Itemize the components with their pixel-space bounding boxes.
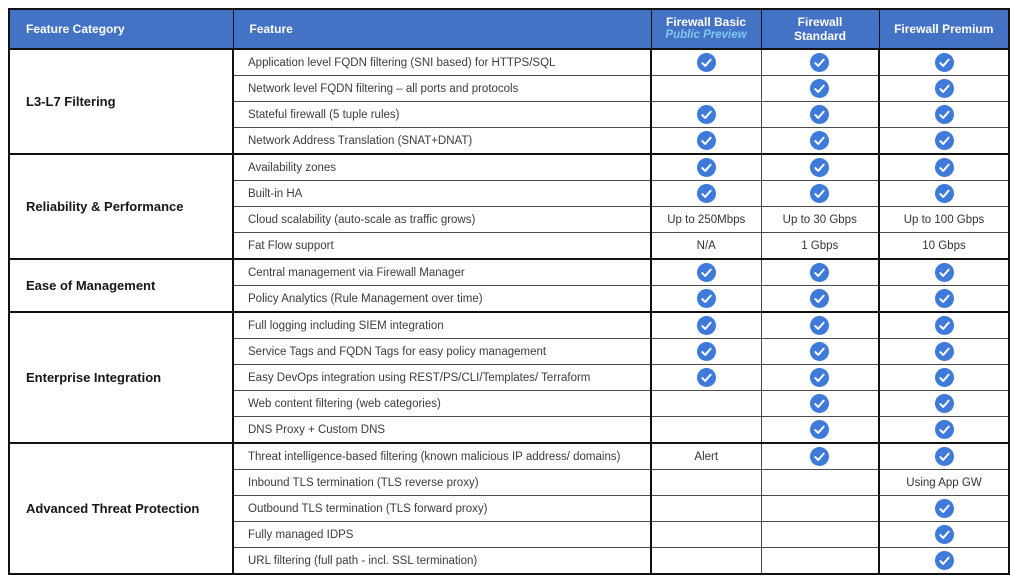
- feature-cell: Network level FQDN filtering – all ports and protocols: [233, 76, 651, 102]
- check-circle-icon: [935, 368, 954, 387]
- category-cell: Ease of Management: [9, 259, 233, 312]
- check-circle-icon: [935, 289, 954, 308]
- check-circle-icon: [935, 342, 954, 361]
- value-cell-standard: [761, 417, 879, 444]
- category-cell: Advanced Threat Protection: [9, 443, 233, 574]
- table-row: [9, 49, 1009, 76]
- value-text: Up to 100 Gbps: [903, 213, 985, 226]
- value-cell-basic: [651, 443, 761, 470]
- value-cell-premium: [879, 391, 1009, 417]
- value-cell-premium: [879, 496, 1009, 522]
- firewall-feature-comparison-table: [8, 8, 1010, 575]
- value-cell-standard: [761, 49, 879, 76]
- feature-cell: Outbound TLS termination (TLS forward proxy): [233, 496, 651, 522]
- feature-cell: Stateful firewall (5 tuple rules): [233, 102, 651, 128]
- value-cell-standard: [761, 259, 879, 286]
- table-body: [9, 49, 1009, 574]
- value-text: Alert: [694, 450, 719, 463]
- value-cell-standard: [761, 496, 879, 522]
- check-circle-icon: [935, 53, 954, 72]
- check-circle-icon: [935, 551, 954, 570]
- check-circle-icon: [697, 131, 716, 150]
- value-cell-basic: [651, 49, 761, 76]
- value-cell-basic: [651, 391, 761, 417]
- category-cell: Reliability & Performance: [9, 154, 233, 259]
- column-header-label: Firewall Basic: [665, 14, 747, 29]
- value-cell-premium: [879, 286, 1009, 313]
- table-header: [9, 9, 1009, 49]
- feature-cell: URL filtering (full path - incl. SSL termination): [233, 548, 651, 575]
- value-cell-premium: [879, 259, 1009, 286]
- feature-cell: Full logging including SIEM integration: [233, 312, 651, 339]
- check-circle-icon: [810, 184, 829, 203]
- feature-cell: Fully managed IDPS: [233, 522, 651, 548]
- table-row: [9, 312, 1009, 339]
- value-cell-basic: [651, 339, 761, 365]
- check-circle-icon: [935, 105, 954, 124]
- value-cell-standard: [761, 312, 879, 339]
- check-circle-icon: [697, 105, 716, 124]
- check-circle-icon: [810, 447, 829, 466]
- value-cell-premium: [879, 233, 1009, 260]
- check-circle-icon: [935, 131, 954, 150]
- check-circle-icon: [935, 447, 954, 466]
- value-cell-standard: [761, 365, 879, 391]
- feature-cell: Availability zones: [233, 154, 651, 181]
- value-cell-basic: [651, 417, 761, 444]
- check-circle-icon: [935, 316, 954, 335]
- column-header-category: [9, 9, 233, 49]
- check-circle-icon: [697, 368, 716, 387]
- value-cell-premium: [879, 128, 1009, 155]
- check-circle-icon: [697, 53, 716, 72]
- column-header-label: Feature: [249, 21, 293, 36]
- value-cell-premium: [879, 470, 1009, 496]
- value-cell-basic: [651, 102, 761, 128]
- feature-cell: Cloud scalability (auto-scale as traffic grows): [233, 207, 651, 233]
- value-cell-premium: [879, 154, 1009, 181]
- value-cell-basic: [651, 76, 761, 102]
- value-text: Using App GW: [906, 476, 982, 489]
- value-cell-premium: [879, 443, 1009, 470]
- comparison-table-page: [8, 8, 1010, 575]
- value-cell-basic: [651, 312, 761, 339]
- check-circle-icon: [810, 79, 829, 98]
- feature-cell: Threat intelligence-based filtering (known malicious IP address/ domains): [233, 443, 651, 470]
- check-circle-icon: [697, 263, 716, 282]
- column-header-label: Firewall Premium: [894, 21, 994, 36]
- value-cell-premium: [879, 365, 1009, 391]
- feature-cell: Service Tags and FQDN Tags for easy policy management: [233, 339, 651, 365]
- value-cell-basic: [651, 181, 761, 207]
- value-cell-premium: [879, 417, 1009, 444]
- value-cell-standard: [761, 522, 879, 548]
- feature-cell: Web content filtering (web categories): [233, 391, 651, 417]
- check-circle-icon: [935, 499, 954, 518]
- value-cell-premium: [879, 522, 1009, 548]
- check-circle-icon: [810, 53, 829, 72]
- value-cell-basic: [651, 548, 761, 575]
- value-text: 1 Gbps: [801, 239, 839, 252]
- value-cell-basic: [651, 286, 761, 313]
- feature-cell: DNS Proxy + Custom DNS: [233, 417, 651, 444]
- value-cell-standard: [761, 339, 879, 365]
- value-text: 10 Gbps: [922, 239, 966, 252]
- check-circle-icon: [697, 184, 716, 203]
- feature-cell: Application level FQDN filtering (SNI based) for HTTPS/SQL: [233, 49, 651, 76]
- check-circle-icon: [810, 263, 829, 282]
- value-cell-basic: [651, 207, 761, 233]
- value-cell-premium: [879, 102, 1009, 128]
- value-cell-basic: [651, 365, 761, 391]
- value-cell-standard: [761, 128, 879, 155]
- check-circle-icon: [697, 158, 716, 177]
- column-header-standard: [761, 9, 879, 49]
- feature-cell: Built-in HA: [233, 181, 651, 207]
- feature-cell: Fat Flow support: [233, 233, 651, 260]
- value-cell-basic: [651, 154, 761, 181]
- category-cell: Enterprise Integration: [9, 312, 233, 443]
- check-circle-icon: [810, 316, 829, 335]
- value-text: Up to 30 Gbps: [782, 213, 857, 226]
- value-cell-basic: [651, 259, 761, 286]
- table-row: [9, 443, 1009, 470]
- value-cell-premium: [879, 49, 1009, 76]
- value-cell-standard: [761, 470, 879, 496]
- check-circle-icon: [935, 263, 954, 282]
- value-cell-premium: [879, 76, 1009, 102]
- column-header-premium: [879, 9, 1009, 49]
- feature-cell: Easy DevOps integration using REST/PS/CLI/Templates/ Terraform: [233, 365, 651, 391]
- check-circle-icon: [935, 79, 954, 98]
- value-cell-basic: [651, 470, 761, 496]
- value-cell-standard: [761, 286, 879, 313]
- check-circle-icon: [697, 289, 716, 308]
- value-cell-standard: [761, 443, 879, 470]
- feature-cell: Network Address Translation (SNAT+DNAT): [233, 128, 651, 155]
- value-cell-premium: [879, 339, 1009, 365]
- check-circle-icon: [697, 316, 716, 335]
- value-cell-standard: [761, 154, 879, 181]
- check-circle-icon: [935, 158, 954, 177]
- value-cell-premium: [879, 312, 1009, 339]
- table-row: [9, 154, 1009, 181]
- check-circle-icon: [810, 420, 829, 439]
- check-circle-icon: [935, 184, 954, 203]
- check-circle-icon: [810, 105, 829, 124]
- feature-cell: Inbound TLS termination (TLS reverse proxy): [233, 470, 651, 496]
- value-cell-basic: [651, 128, 761, 155]
- check-circle-icon: [935, 525, 954, 544]
- public-preview-badge: Public Preview: [665, 29, 747, 42]
- column-header-label: Feature Category: [26, 21, 125, 36]
- value-cell-basic: [651, 233, 761, 260]
- value-cell-premium: [879, 548, 1009, 575]
- value-cell-basic: [651, 496, 761, 522]
- value-cell-basic: [651, 522, 761, 548]
- value-cell-standard: [761, 233, 879, 260]
- check-circle-icon: [810, 394, 829, 413]
- value-text: Up to 250Mbps: [667, 213, 746, 226]
- feature-cell: Central management via Firewall Manager: [233, 259, 651, 286]
- value-cell-standard: [761, 76, 879, 102]
- value-cell-premium: [879, 181, 1009, 207]
- check-circle-icon: [810, 368, 829, 387]
- column-header-feature: [233, 9, 651, 49]
- category-cell: L3-L7 Filtering: [9, 49, 233, 154]
- check-circle-icon: [810, 289, 829, 308]
- column-header-label: Firewall Standard: [793, 14, 846, 43]
- check-circle-icon: [935, 420, 954, 439]
- table-row: [9, 259, 1009, 286]
- check-circle-icon: [810, 131, 829, 150]
- value-cell-standard: [761, 391, 879, 417]
- check-circle-icon: [697, 342, 716, 361]
- feature-cell: Policy Analytics (Rule Management over time): [233, 286, 651, 313]
- check-circle-icon: [810, 342, 829, 361]
- value-cell-standard: [761, 181, 879, 207]
- value-cell-standard: [761, 102, 879, 128]
- value-cell-standard: [761, 207, 879, 233]
- check-circle-icon: [935, 394, 954, 413]
- column-header-basic: [651, 9, 761, 49]
- value-cell-standard: [761, 548, 879, 575]
- value-text: N/A: [696, 239, 716, 252]
- value-cell-premium: [879, 207, 1009, 233]
- check-circle-icon: [810, 158, 829, 177]
